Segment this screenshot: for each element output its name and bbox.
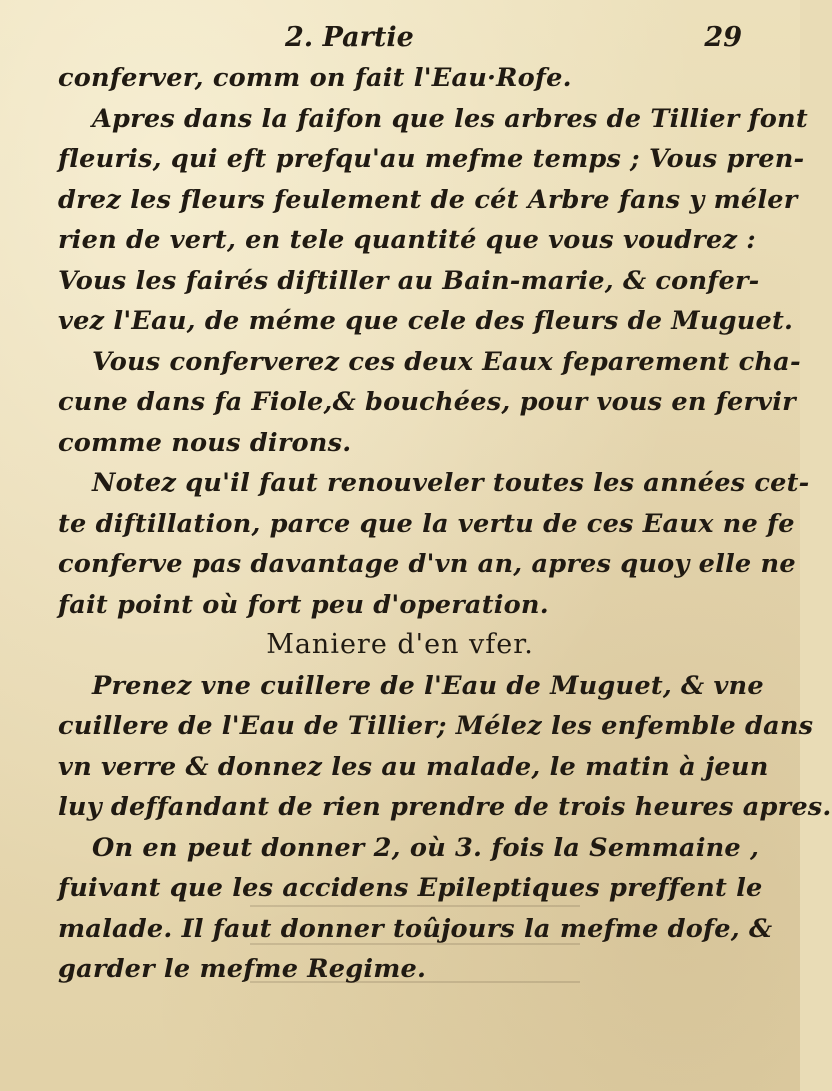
text-line: garder le mefme Regime. xyxy=(58,954,427,984)
text-line: Apres dans la faifon que les arbres de Tillier font xyxy=(92,103,808,134)
text-line: malade. Il faut donner toûjours la mefme dofe, & xyxy=(58,913,773,944)
text-line: rien de vert, en tele quantité que vous voudrez : xyxy=(58,225,756,255)
text-line: cuillere de l'Eau de Tillier; Mélez les enfemble dans xyxy=(58,711,814,741)
text-line: conferver, comm on fait l'Eau·Rofe. xyxy=(58,63,572,93)
text-block xyxy=(58,58,832,990)
text-line: fait point où fort peu d'operation. xyxy=(58,589,549,620)
text-line: luy deffandant de rien prendre de trois heures apres. xyxy=(58,792,832,822)
text-line: vn verre & donnez les au malade, le matin à jeun xyxy=(58,751,769,782)
text-line: Prenez vne cuillere de l'Eau de Muguet, & vne xyxy=(92,670,764,701)
text-line: te diftillation, parce que la vertu de ces Eaux ne fe xyxy=(58,508,795,539)
text-line: Vous les fairés diftiller au Bain-marie, & confer- xyxy=(58,265,760,296)
page-number: 29 xyxy=(704,22,742,53)
text-line: fleuris, qui eft prefqu'au mefme temps ; Vous pren- xyxy=(58,144,805,174)
text-line: fuivant que les accidens Epileptiques preffent le xyxy=(58,873,763,903)
text-line: drez les fleurs feulement de cét Arbre fans y méler xyxy=(58,184,798,215)
part-title: 2. Partie xyxy=(285,22,414,53)
text-line: comme nous dirons. xyxy=(58,427,352,458)
text-line: cune dans fa Fiole,& bouchées, pour vous en fervir xyxy=(58,387,796,417)
show-through-ink xyxy=(250,905,580,995)
text-line: Vous conferverez ces deux Eaux feparement cha- xyxy=(92,346,801,377)
text-line: Notez qu'il faut renouveler toutes les années cet- xyxy=(92,468,810,498)
text-line: vez l'Eau, de méme que cele des fleurs de Muguet. xyxy=(58,306,794,336)
text-line: conferve pas davantage d'vn an, apres quoy elle ne xyxy=(58,549,796,579)
section-heading: Maniere d'en vfer. xyxy=(266,629,534,660)
running-header xyxy=(60,22,742,62)
text-line: On en peut donner 2, où 3. fois la Semmaine , xyxy=(92,832,760,863)
